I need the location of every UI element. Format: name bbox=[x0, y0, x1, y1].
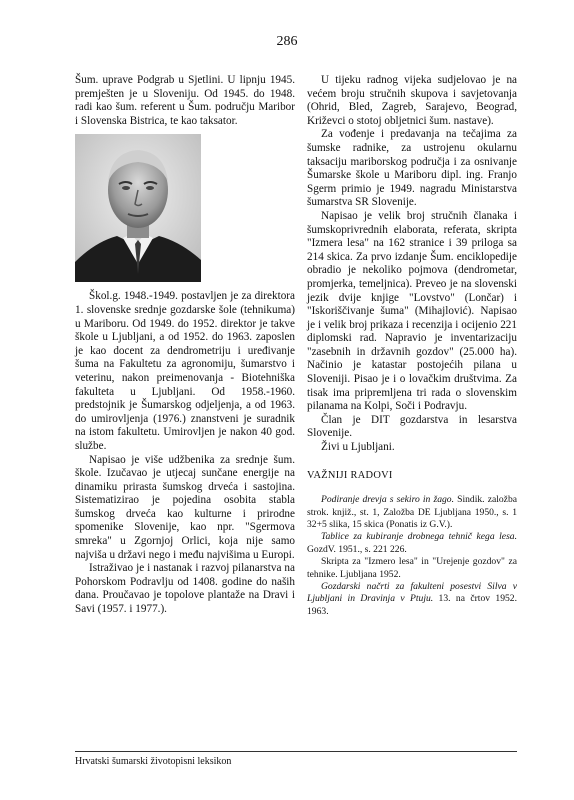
left-paragraph-research: Napisao je više udžbenika za srednje šum. škole. Izučavao je utjecaj sunčane energije na dinamiku prirasta šumskog drveća i sastojina. Sistematizirao je pojedina osobita stabla šumskog drveća kao kulturne i prirodne spomenike Slovenije, kao npr. "Sgermova smreka" u Zgornjoj Orlici, koja nije samo najviša u državi nego i među najvišima u Europi. bbox=[75, 453, 295, 561]
left-column bbox=[75, 74, 295, 617]
right-paragraph-conferences: U tijeku radnog vijeka sudjelovao je na većem broju stručnih skupova i savjetovanja (Ohrid, Bled, Zagreb, Sarajevo, Beograd, Križevci o stotoj obljetnici šum. nastave). bbox=[307, 74, 517, 127]
work-item bbox=[307, 556, 517, 581]
portrait-image-icon bbox=[75, 134, 201, 282]
section-title-works: VAŽNIJI RADOVI bbox=[307, 469, 393, 481]
work-item bbox=[307, 494, 517, 531]
left-paragraph-career: Škol.g. 1948.-1949. postavljen je za direktora 1. slovenske srednje gozdarske šole (tehnikuma) u Mariboru. Od 1949. do 1952. direktor je takve škole u Ljubljani, a od 1952. do 1963. zaposlen je kao docent za dendrometriju i uređivanje šuma na Fakultetu za agronomiju, šumarstvo i veterinu, nakon preimenovanja - Biotehniška fakulteta u Ljubljani. Od 1958.-1960. predstojnik je Šumarskog odjeljenja, a od 1963. do umirovljenja (1976.) znanstveni je suradnik na istom fakultetu. Umirovljen je nakon 40 god. službe. bbox=[75, 290, 295, 452]
work-item bbox=[307, 581, 517, 618]
work-title: Podiranje drevja s sekiro in žago. bbox=[321, 494, 454, 506]
work-title: Tablice za kubiranje drobnega tehnič kega lesa. bbox=[321, 531, 517, 543]
footer-divider bbox=[75, 751, 517, 752]
work-details: Sindik. založba strok. knjiž., st. 1, Založba DE Ljubljana 1950., s. 1 32+5 slika, 15 skica (Ponatis iz G.V.). bbox=[307, 494, 517, 531]
left-paragraph-sawmills: Istraživao je i nastanak i razvoj pilanarstva na Pohorskom Podravlju od 1408. godine do naših dana. Proučavao je topolove plantaže na Dravi i Savi (1957. i 1977.). bbox=[75, 562, 295, 616]
work-title: Gozdarski načrti za fakulteni posestvi Silva v Ljubljani in Dravinja v Ptuju. bbox=[307, 581, 517, 605]
work-details: GozdV. 1951., s. 221 226. bbox=[307, 543, 407, 555]
work-details: 13. na črtov 1952. 1963. bbox=[307, 593, 517, 617]
left-intro-paragraph: Šum. uprave Podgrab u Sjetlini. U lipnju 1945. premješten je u Sloveniju. Od 1945. do 1948. radi kao šum. referent u Šum. području Maribor i Slovenska Bistrica, te kao taksator. bbox=[75, 74, 295, 127]
right-paragraph-award: Za vođenje i predavanja na tečajima za šumske radnike, za ustrojenu okularnu taksaciju mariborskog područja i za osnivanje Šumarske škole u Mariboru dipl. ing. Franjo Sgerm primio je 1949. nagradu Ministarstva šumarstva SR Slovenije. bbox=[307, 128, 517, 209]
right-column bbox=[307, 74, 517, 618]
works-list bbox=[307, 494, 517, 618]
right-paragraph-publications: Napisao je velik broj stručnih članaka i šumskoprivrednih elaborata, referata, skripta "Izmera lesa" na 162 stranice i 39 priloga sa 214 skica. Za prvo izdanje Šum. enciklopedije obradio je nekoliko pojmova (dendrometar, promjerka, temeljnica). Preveo je na slovenski jezik dvije knjige "Lovstvo" (Lončar) i "Iskoriščivanje šuma" (Mihajlović). Napisao je i velik broj prikaza i recenzija i ocijenio 221 diplomski rad. Napravio je inventarizaciju "zasebnih in državnih gozdov" (25.000 ha). Načinio je katastar postojećih pilana u Sloveniji. Pisao je i o lovačkim društvima. Za tisak ima pripremljena tri rada o slovenskim pilanama na Kolpi, Soči i Podravju. bbox=[307, 209, 517, 413]
portrait-photo bbox=[75, 134, 201, 282]
page-number: 286 bbox=[276, 34, 298, 49]
footer-text: Hrvatski šumarski životopisni leksikon bbox=[75, 756, 232, 767]
right-paragraph-residence: Živi u Ljubljani. bbox=[321, 441, 395, 454]
work-details: Skripta za "Izmero lesa" in "Urejenje gozdov" za tehnike. Ljubljana 1952. bbox=[307, 556, 517, 580]
work-item bbox=[307, 531, 517, 556]
right-paragraph-membership: Član je DIT gozdarstva in lesarstva Slovenije. bbox=[307, 413, 517, 440]
